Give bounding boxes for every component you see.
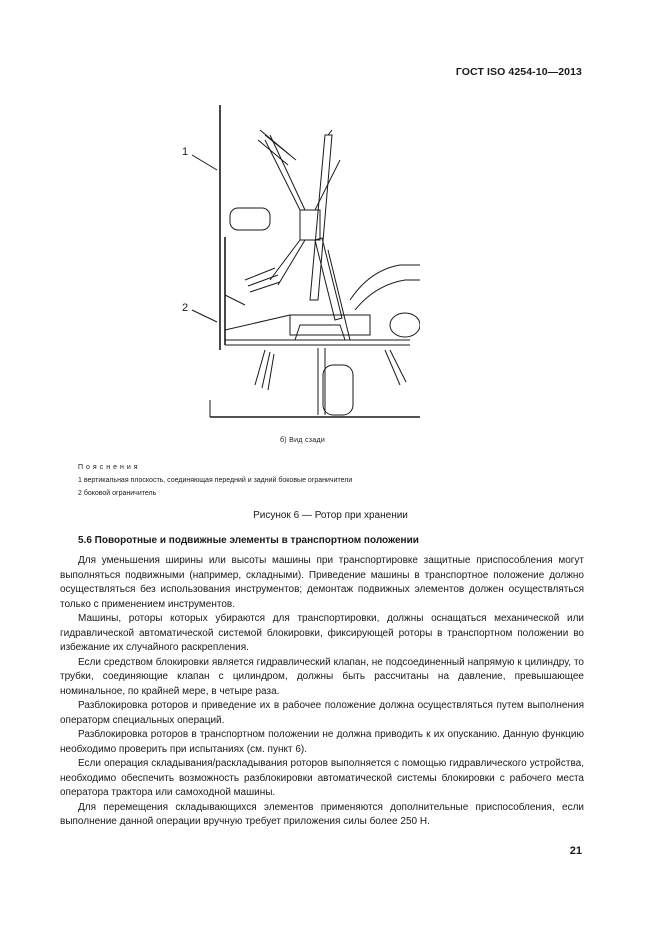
section-title: 5.6 Поворотные и подвижные элементы в транспортном положении — [78, 535, 419, 546]
rotor-storage-drawing — [170, 100, 420, 425]
paragraph: Если операция складывания/раскладывания роторов выполняется с помощью гидравлического устройства, необходимо обеспечить возможность разблокировки автоматической системы блокировки с рабочего места оператора трактора или самоходной машины. — [60, 758, 584, 798]
paragraph: Разблокировка роторов и приведение их в рабочее положение должна осуществляться путем выполнения операторм специальных операций. — [60, 700, 584, 726]
page-number: 21 — [569, 845, 582, 857]
document-header: ГОСТ ISO 4254-10—2013 — [455, 66, 582, 78]
paragraph: Разблокировка роторов в транспортном положении не должна приводить к их опусканию. Данную функцию необходимо проверить при испытаниях (см. пункт 6). — [60, 729, 584, 755]
section-body — [60, 554, 584, 830]
note-item-1: 1 вертикальная плоскость, соединяющая передний и задний боковые ограничители — [78, 477, 353, 484]
paragraph: Для перемещения складывающихся элементов применяются дополнительные приспособления, если выполнение данной операции вручную требует приложения силы более 250 Н. — [60, 801, 584, 827]
note-item-2: 2 боковой ограничитель — [78, 490, 157, 497]
figure-caption: Рисунок 6 — Ротор при хранении — [253, 510, 408, 521]
notes-heading: Пояснения — [78, 464, 141, 471]
figure-subcaption: б) Вид сзади — [280, 437, 326, 444]
paragraph: Для уменьшения ширины или высоты машины при транспортировке защитные приспособления могут выполняться подвижными (например, складными). Приведение машины в транспортное положение должно осуществляться без использования инструментов; демонтаж подвижных элементов должен осуществляться только с применением инструментов. — [60, 555, 584, 610]
figure-notes — [78, 461, 352, 500]
paragraph: Машины, роторы которых убираются для транспортировки, должны оснащаться механической или гидравлической автоматической системой блокировки, фиксирующей роторы в транспортном положении во избежание их случайного раскрепления. — [60, 613, 584, 653]
paragraph: Если средством блокировки является гидравлический клапан, не подсоединенный напрямую к цилиндру, то трубки, соединяющие клапан с цилиндром, должны быть рассчитаны на давление, превышающее номинальное, по крайней мере, в четыре раза. — [60, 656, 584, 697]
callout-2: 2 — [182, 302, 189, 314]
callout-1: 1 — [182, 146, 189, 158]
